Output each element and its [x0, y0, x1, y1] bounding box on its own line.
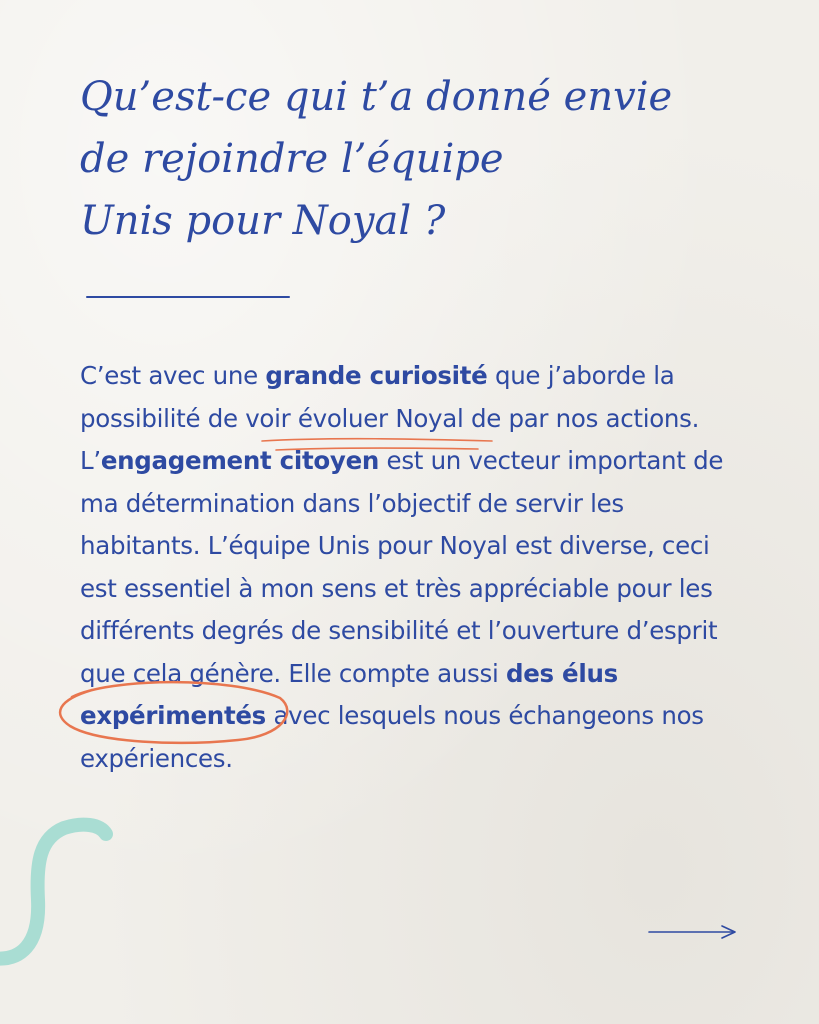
question-line-3: Unis pour Noyal ? — [80, 198, 446, 244]
answer-paragraph-2 — [80, 440, 745, 780]
answer-text — [80, 355, 745, 780]
p1-emphasis: grande curiosité — [265, 361, 488, 390]
p2-emphasis-2: des élus expérimentés — [80, 658, 618, 730]
p1-text-start: C’est avec une — [80, 361, 266, 390]
question-title — [80, 66, 673, 252]
p2-text-2: est un vecteur important de ma détermination dans l’objectif de servir les habitants. L’équipe Unis pour Noyal est diverse, ceci est essentiel à mon sens et très appréciable pour les différents degrés de sensibilité et l’ouverture d’esprit que cela génère. Elle compte aussi — [80, 446, 724, 688]
answer-paragraph-1 — [80, 355, 745, 440]
arrow-right-icon[interactable] — [649, 926, 735, 938]
p1-text-end: que j’aborde la possibilité de voir évoluer Noyal de par nos actions. — [80, 361, 700, 433]
p2-text-3: avec lesquels nous échangeons nos expériences. — [80, 701, 704, 773]
question-line-1: Qu’est-ce qui t’a donné envie — [80, 74, 673, 120]
swirl-accent — [0, 825, 106, 959]
question-line-2: de rejoindre l’équipe — [80, 136, 504, 182]
p2-text-1: L’ — [80, 446, 101, 475]
p2-emphasis-1: engagement citoyen — [100, 446, 380, 475]
title-divider — [86, 296, 290, 298]
